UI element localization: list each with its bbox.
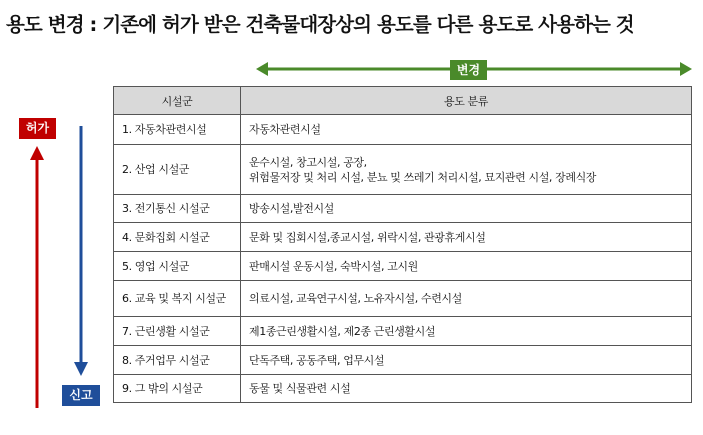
table-row [114, 281, 692, 317]
table-header-row [114, 87, 692, 115]
group-cell: 3. 전기통신 시설군 [114, 195, 241, 223]
change-label: 변경 [450, 60, 487, 80]
group-cell: 2. 산업 시설군 [114, 145, 241, 195]
uses-cell: 단독주택, 공동주택, 업무시설 [241, 346, 692, 375]
group-cell: 6. 교육 및 복지 시설군 [114, 281, 241, 317]
table-row [114, 195, 692, 223]
group-cell: 1. 자동차관련시설 [114, 115, 241, 145]
uses-cell: 동물 및 식물관련 시설 [241, 375, 692, 403]
permit-report-arrows-icon [24, 118, 94, 418]
table-row [114, 375, 692, 403]
group-cell: 4. 문화집회 시설군 [114, 223, 241, 252]
group-cell: 9. 그 밖의 시설군 [114, 375, 241, 403]
group-cell: 8. 주거업무 시설군 [114, 346, 241, 375]
table-row [114, 317, 692, 346]
group-cell: 7. 근린생활 시설군 [114, 317, 241, 346]
table-row [114, 115, 692, 145]
uses-cell: 자동차관련시설 [241, 115, 692, 145]
uses-cell: 운수시설, 창고시설, 공장, 위험물저장 및 처리 시설, 분뇨 및 쓰레기 처리시설, 묘지관련 시설, 장례식장 [241, 145, 692, 195]
table-row [114, 223, 692, 252]
uses-cell: 의료시설, 교육연구시설, 노유자시설, 수련시설 [241, 281, 692, 317]
table-row [114, 145, 692, 195]
group-cell: 5. 영업 시설군 [114, 252, 241, 281]
uses-cell: 문화 및 집회시설,종교시설, 위락시설, 관광휴게시설 [241, 223, 692, 252]
header-facility-group: 시설군 [114, 87, 241, 115]
report-badge: 신고 [62, 385, 100, 406]
permit-badge: 허가 [19, 118, 56, 139]
table-row [114, 252, 692, 281]
page-title: 용도 변경 : 기존에 허가 받은 건축물대장상의 용도를 다른 용도로 사용하는 것 [6, 13, 634, 36]
uses-cell: 판매시설 운동시설, 숙박시설, 고시원 [241, 252, 692, 281]
table-row [114, 346, 692, 375]
uses-cell: 제1종근린생활시설, 제2종 근린생활시설 [241, 317, 692, 346]
usage-classification-table [113, 86, 692, 403]
uses-cell: 방송시설,발전시설 [241, 195, 692, 223]
header-use-classification: 용도 분류 [241, 87, 692, 115]
